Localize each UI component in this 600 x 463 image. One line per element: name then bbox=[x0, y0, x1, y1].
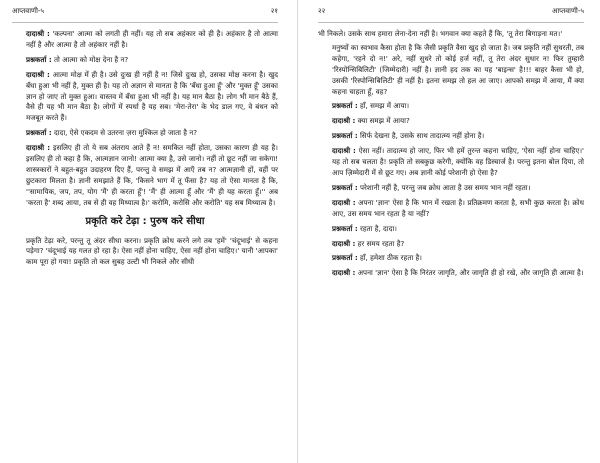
question-line bbox=[318, 183, 584, 194]
paragraph-text: आत्मा मोक्ष में ही है। उसे दुःख ही नहीं है न! जिसे दुःख हो, उसका मोक्ष करना है। खुद बँधा हुआ भी नहीं है, मुक्त ही है। यह तो अज्ञान से मानता है कि 'बँधा हुआ हूँ' और 'मुक्त हूँ' उसका ज्ञान हो जाए तो मुक्त हुआ। वास्तव में बँधा हुआ भी नहीं है। यह मान बैठा है। लोग भी मान बैठे हैं, वैसे ही यह भी मान बैठा है। लोगों में स्पर्धा है यह सब। 'मेरा-तेरा' के भेद डाल गए, वे बंधन को मजबूत करते हैं। bbox=[26, 69, 278, 123]
page-number: २१ bbox=[270, 7, 278, 15]
page-gutter bbox=[297, 0, 298, 463]
speaker-label: दादाश्री : bbox=[26, 143, 51, 153]
speaker-label: प्रश्नकर्ता : bbox=[332, 131, 358, 141]
body-paragraph: मनुष्यों का स्वभाव कैसा होता है कि जैसी प्रकृति वैसा खुद हो जाता है। जब प्रकृति नहीं सुधरती, तब कहेगा, 'रहने दो न!' अरे, नहीं सुधरे तो कोई हर्ज नहीं, तू तेरा अंदर सुधार न! फिर तुम्हारी 'रिस्पोन्सिबिलिटी' (जिम्मेदारी) नहीं है। ज्ञानी हद तक का यह 'बाइन्स' है!!! बाहर कैसा भी हो, उसकी 'रिस्पोन्सिबिलिटी' ही नहीं है। इतना समझ तो हल आ जाए। आपको समझ में आया, मैं क्या कहना चाहता हूँ, वह? bbox=[332, 42, 584, 96]
paragraph-text: अपना 'ज्ञान' ऐसा है कि भान में रखता है। प्रतिक्रमण करता है, सभी कुछ करता है। क्रोध आए, उस समय भान रहता है या नहीं? bbox=[332, 197, 584, 218]
question-line bbox=[318, 116, 584, 127]
paragraph-text: रहता है, दादा। bbox=[359, 223, 397, 233]
paragraph-text: परेशानी नहीं है, परन्तु जब क्रोध आता है उस समय भान नहीं रहता। bbox=[359, 182, 531, 192]
question-line bbox=[318, 224, 584, 235]
body-paragraph: प्रकृति टेढ़ा करे, परन्तु तू अंदर सीधा करना। प्रकृति क्रोध करने लगे तब 'हमें' 'चंदूभाई' से कहना पड़ेगा? 'चंदूभाई यह गलत हो रहा है। ऐसा नहीं होना चाहिए, ऐसा नहीं होना चाहिए।' यानी 'आपका' काम पूरा हो गया! प्रकृति तो कल सुबह उल्टी भी निकले और सीधी bbox=[26, 235, 278, 267]
paragraph-text: तो आत्मा को मोक्ष देना है न? bbox=[53, 54, 129, 64]
question-line bbox=[318, 131, 584, 142]
dialogue-paragraph bbox=[318, 198, 584, 220]
dialogue-paragraph bbox=[318, 268, 584, 279]
left-page-header bbox=[12, 6, 278, 23]
right-page bbox=[310, 0, 592, 463]
speaker-label: दादाश्री : bbox=[332, 146, 356, 156]
page-number: २२ bbox=[318, 7, 326, 15]
speaker-label: प्रश्नकर्ता : bbox=[26, 54, 52, 64]
running-title: आप्तवाणी-५ bbox=[551, 7, 584, 15]
speaker-label: दादाश्री : bbox=[332, 197, 356, 207]
speaker-label: दादाश्री : bbox=[26, 69, 50, 79]
speaker-label: प्रश्नकर्ता : bbox=[332, 253, 358, 263]
dialogue-paragraph bbox=[318, 146, 584, 179]
speaker-label: दादाश्री : bbox=[332, 116, 356, 126]
dialogue-paragraph bbox=[12, 70, 278, 125]
right-page-header bbox=[318, 6, 584, 23]
running-title: आप्तवाणी-५ bbox=[12, 7, 45, 15]
paragraph-text: सिर्फ देखना है, उसके साथ तादात्म्य नहीं होना है। bbox=[359, 131, 485, 141]
paragraph-text: हाँ, हमेशा ठीक रहता है। bbox=[359, 253, 422, 263]
paragraph-text: अपना 'ज्ञान' ऐसा है कि निरंतर जागृति, और जागृति ही हो रखे, और जागृति ही आत्मा है। bbox=[357, 268, 584, 278]
paragraph-text: क्या समझ में आया? bbox=[357, 116, 410, 126]
question-line bbox=[12, 128, 278, 139]
paragraph-text: हाँ, समझ में आया। bbox=[359, 101, 410, 111]
speaker-label: प्रश्नकर्ता : bbox=[26, 128, 52, 138]
paragraph-text: इसलिए ही तो ये सब अंतराय आते हैं न! समकित नहीं होता, उसका कारण ही यह है। इसलिए ही तो कहा है कि, आत्मज्ञान जानो! आत्मा क्या है, उसे जानो। नहीं तो छूट नहीं जा सकेगा! शास्त्रकारों ने बहुत-बहुत उदाहरण दिए हैं, परन्तु वे समझ में आएँ तब न? आत्मज्ञानी हों, वहीं पर छुटकारा मिलता है। ज्ञानी समझाते हैं कि, 'किसने भाग में तू फँसा है? यह तो ऐसा मानता है कि, ''सामायिक, जप, तप, योग 'मैं' ही करता हूँ'! 'मैं' ही आत्मा हूँ और 'मैं' ही यह करता हूँ।'' अब 'करता है' शब्द आया, तब से ही वह मिथ्यात्व है।' करोमि, करोसि और करोति' यह सब मिथ्यात्व है। bbox=[26, 143, 278, 207]
paragraph-text: 'कल्पना' आत्मा को लगती ही नहीं। यह तो सब अहंकार को ही है। अहंकार है तो आत्मा नहीं है और आत्मा है तो अहंकार नहीं है। bbox=[26, 29, 278, 49]
speaker-label: दादाश्री : bbox=[332, 268, 356, 278]
paragraph-text: हर समय रहता है? bbox=[357, 238, 405, 248]
speaker-label: दादाश्री : bbox=[332, 238, 356, 248]
question-line bbox=[12, 55, 278, 66]
dialogue-paragraph bbox=[12, 143, 278, 208]
paragraph-text: ऐसा नहीं। तादात्म्य हो जाए, फिर भी हमें तुरन्त कहना चाहिए, 'ऐसा नहीं होना चाहिए।' यह तो सब चलता है! प्रकृति तो सबकुछ करेगी, क्योंकि वह डिस्चार्ज है। परन्तु इतना बोल दिया, तो आप ज़िम्मेदारी में से छूट गए। अब ज्ञानी कोई परेशानी हो ऐसा है? bbox=[332, 146, 584, 177]
speaker-label: दादाश्री : bbox=[26, 29, 50, 38]
body-paragraph: भी निकले। उसके साथ हमारा लेना-देना नहीं है। भगवान क्या कहते हैं कि, 'तू तेरा बिगाड़ना मत।' bbox=[318, 29, 563, 38]
question-line bbox=[318, 101, 584, 112]
section-heading: प्रकृति करे टेढ़ा : पुरुष करे सीधा bbox=[85, 215, 205, 227]
question-line bbox=[318, 239, 584, 250]
left-page bbox=[4, 0, 286, 463]
speaker-label: प्रश्नकर्ता : bbox=[332, 101, 358, 111]
speaker-label: प्रश्नकर्ता : bbox=[332, 182, 358, 192]
question-line bbox=[318, 253, 584, 264]
paragraph-text: दादा, ऐसे एकदम से उतरना ज़रा मुश्किल हो जाता है न? bbox=[53, 128, 197, 138]
speaker-label: प्रश्नकर्ता : bbox=[332, 223, 358, 233]
dialogue-paragraph bbox=[12, 29, 278, 51]
